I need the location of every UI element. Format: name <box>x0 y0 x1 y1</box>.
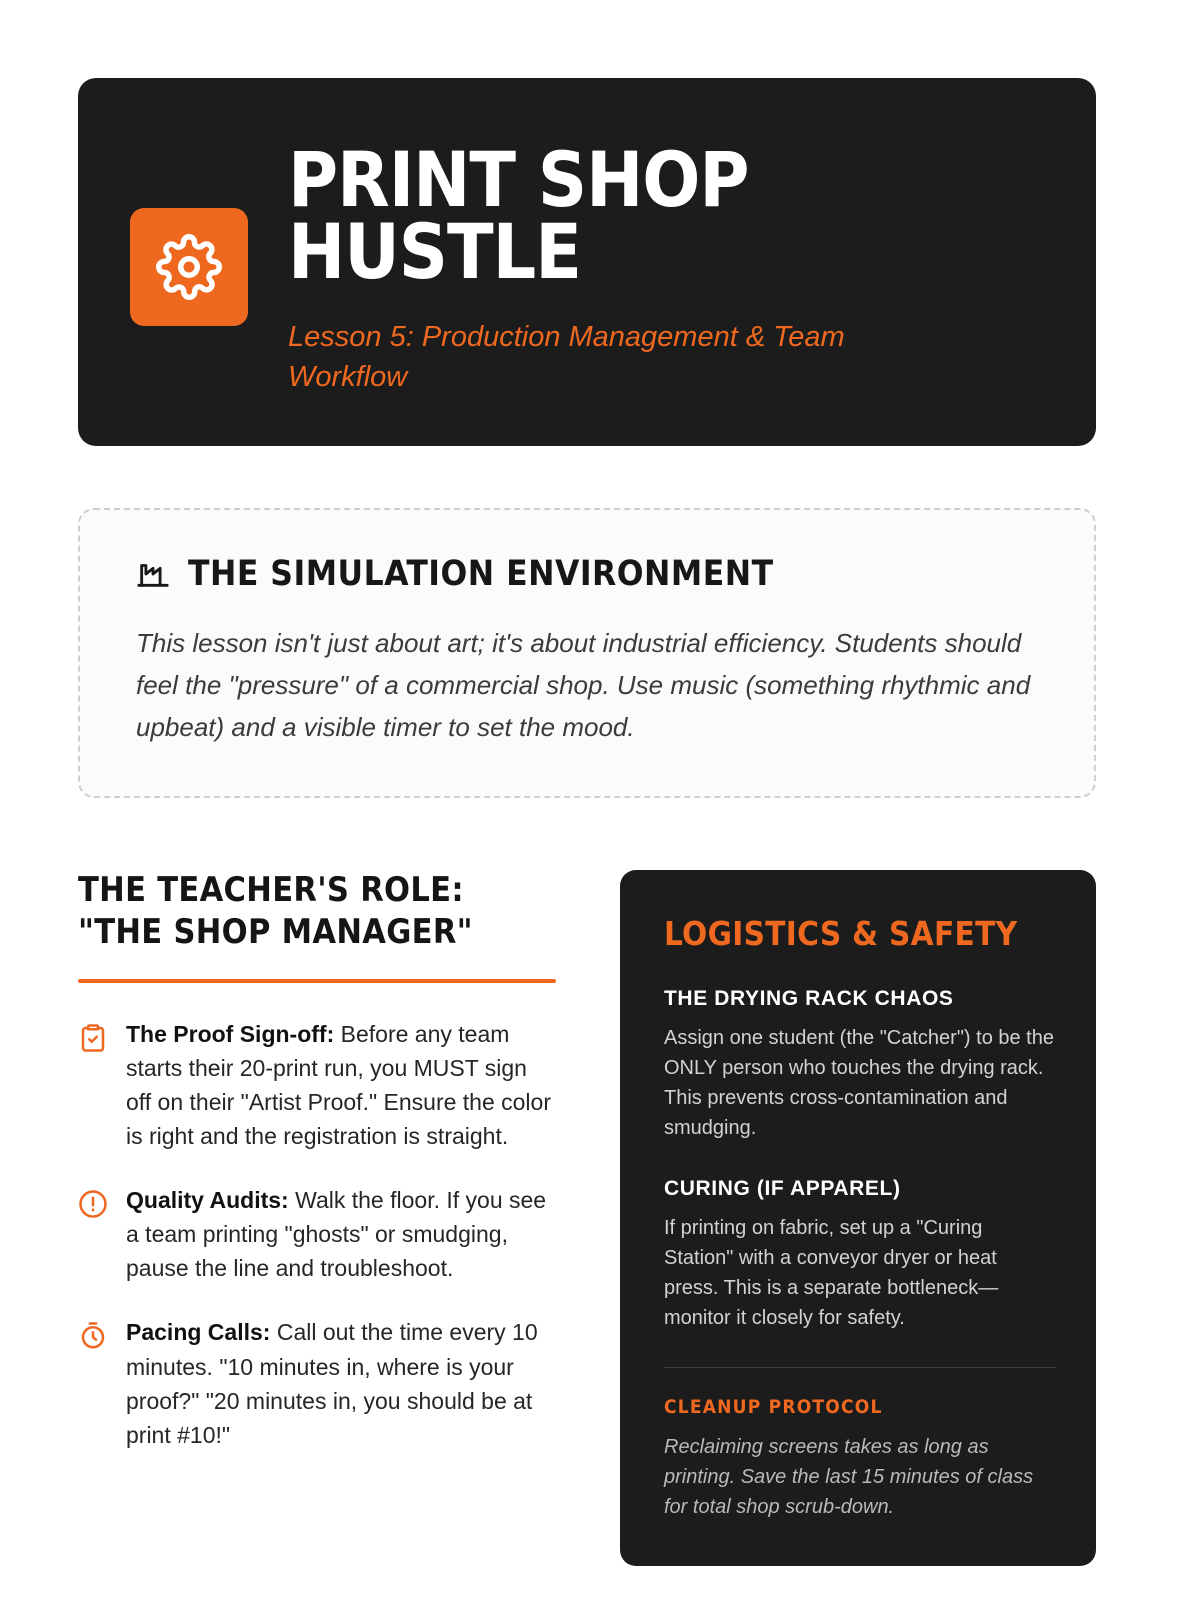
list-item-label: Quality Audits: <box>126 1187 289 1214</box>
callout-header <box>136 554 1042 594</box>
content-columns <box>78 870 1096 1566</box>
logistics-block-heading: THE DRYING RACK CHAOS <box>664 987 954 1011</box>
alert-circle-icon <box>78 1189 108 1219</box>
callout-body: This lesson isn't just about art; it's about industrial efficiency. Students should feel the "pressure" of a commercial shop. Use music (something rhythmic and upbeat) and a visible timer to set the mood. <box>136 628 1031 743</box>
list-item-text <box>126 1183 556 1285</box>
list-item-body: Call out the time every 10 minutes. "10 minutes in, where is your proof?" "20 minutes in, you should be at print #10!" <box>126 1319 538 1448</box>
stopwatch-icon <box>78 1321 108 1351</box>
clipboard-check-icon <box>78 1023 108 1053</box>
list-item-text <box>126 1315 556 1451</box>
callout-title: THE SIMULATION ENVIRONMENT <box>188 554 774 594</box>
logistics-block-body: Assign one student (the "Catcher") to be the ONLY person who touches the drying rack. This prevents cross-contamination and smudging. <box>664 1027 1054 1140</box>
list-item-label: The Proof Sign-off: <box>126 1021 335 1048</box>
panel-divider <box>664 1367 1056 1368</box>
list-item-body: Before any team starts their 20-print run, you MUST sign off on their "Artist Proof." Ensure the color is right and the registration is straight. <box>126 1021 551 1150</box>
logistics-block-heading: CURING (IF APPAREL) <box>664 1177 901 1201</box>
page-title: PRINT SHOP HUSTLE <box>288 135 749 297</box>
list-item-text <box>126 1017 556 1153</box>
header-text-block <box>288 122 1048 397</box>
accent-divider <box>78 979 556 983</box>
document-header <box>78 78 1096 446</box>
list-item <box>78 1315 556 1451</box>
cleanup-protocol-title: CLEANUP PROTOCOL <box>664 1396 883 1419</box>
simulation-environment-callout <box>78 508 1096 798</box>
lesson-subtitle: Lesson 5: Production Management & Team Workflow <box>288 321 845 393</box>
list-item <box>78 1017 556 1153</box>
gear-icon <box>130 208 248 326</box>
factory-icon <box>136 557 170 591</box>
cleanup-protocol-body: Reclaiming screens takes as long as printing. Save the last 15 minutes of class for total shop scrub-down. <box>664 1436 1034 1519</box>
teacher-role-title: THE TEACHER'S ROLE: "THE SHOP MANAGER" <box>78 870 473 952</box>
teacher-role-column <box>78 870 556 1566</box>
logistics-column <box>620 870 1096 1566</box>
list-item <box>78 1183 556 1285</box>
list-item-body: Walk the floor. If you see a team printing "ghosts" or smudging, pause the line and troubleshoot. <box>126 1187 547 1282</box>
logistics-safety-panel <box>620 870 1096 1566</box>
logistics-title: LOGISTICS & SAFETY <box>664 914 1018 954</box>
logistics-block-body: If printing on fabric, set up a "Curing Station" with a conveyor dryer or heat press. This is a separate bottleneck—monitor it closely for safety. <box>664 1217 999 1330</box>
list-item-label: Pacing Calls: <box>126 1319 271 1346</box>
